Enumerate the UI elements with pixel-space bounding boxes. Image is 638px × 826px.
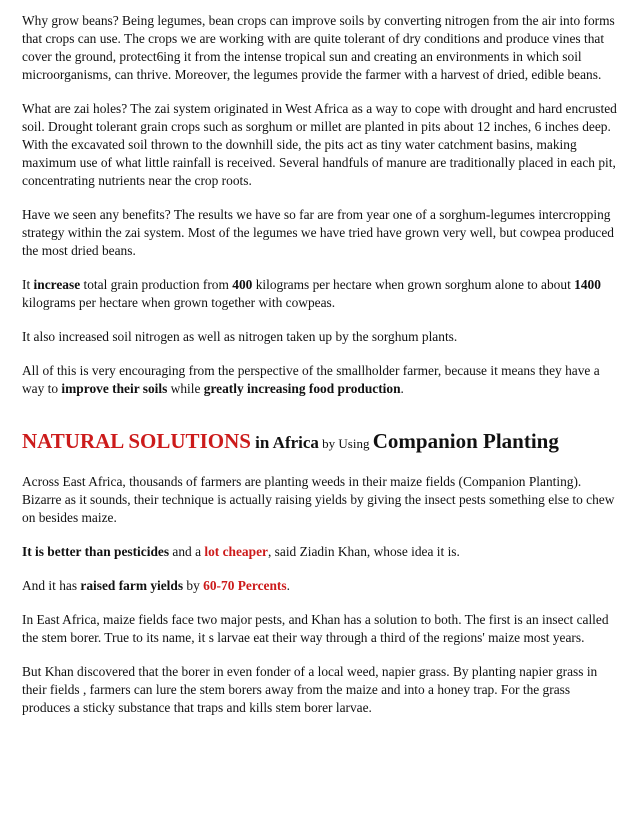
paragraph-grain-production bbox=[22, 276, 618, 312]
paragraph-soil-nitrogen: It also increased soil nitrogen as well as nitrogen taken up by the sorghum plants. bbox=[22, 329, 458, 344]
text-run: . bbox=[400, 381, 404, 396]
text-run: . bbox=[286, 578, 290, 593]
paragraph-napier-grass: But Khan discovered that the borer in even fonder of a local weed, napier grass. By planting napier grass in their fields , farmers can lure the stem borers away from the maize and into a honey trap. For the grass produces a sticky substance that traps and kills stem borer larvae. bbox=[22, 664, 598, 715]
document-page bbox=[22, 12, 618, 717]
paragraph-two-major-pests: In East Africa, maize fields face two major pests, and Khan has a solution to both. The first is an insect called the stem borer. True to its name, it s larvae eat their way through a third of the regions' maize most years. bbox=[22, 612, 609, 645]
heading-companion-planting: Companion Planting bbox=[372, 429, 559, 453]
bold-improve-soils: improve their soils bbox=[61, 381, 168, 396]
text-run: All of this is very encouraging from the perspective of the smallholder farmer, because it means they have a way to bbox=[22, 363, 600, 396]
text-run: total grain production from bbox=[80, 277, 233, 292]
paragraph-better-than-pesticides bbox=[22, 543, 618, 561]
section-heading bbox=[22, 428, 618, 457]
text-run: And it has bbox=[22, 578, 81, 593]
text-run: kilograms per hectare when grown sorghum alone to about bbox=[252, 277, 575, 292]
heading-by-using: by Using bbox=[318, 436, 373, 451]
bold-food-production: greatly increasing food production bbox=[203, 381, 401, 396]
text-run: , said Ziadin Khan, whose idea it is. bbox=[267, 544, 460, 559]
text-run: It bbox=[22, 277, 34, 292]
bold-increase: increase bbox=[33, 277, 81, 292]
text-run: kilograms per hectare when grown together with cowpeas. bbox=[22, 295, 336, 310]
heading-natural-solutions: NATURAL SOLUTIONS bbox=[22, 429, 251, 453]
paragraph-benefits: Have we seen any benefits? The results we have so far are from year one of a sorghum-legumes intercropping strategy within the zai system. Most of the legumes we have tried have grown very well, but cowpea produced the most dried beans. bbox=[22, 207, 614, 258]
bold-better-than-pesticides: It is better than pesticides bbox=[22, 544, 170, 559]
red-60-70-percents: 60-70 Percents bbox=[203, 578, 287, 593]
paragraph-encouraging bbox=[22, 362, 618, 398]
text-run: by bbox=[183, 578, 204, 593]
bold-1400: 1400 bbox=[574, 277, 601, 292]
paragraph-why-grow-beans: Why grow beans? Being legumes, bean crops can improve soils by converting nitrogen from the air into forms that crops can use. The crops we are working with are quite tolerant of dry conditions and produce vines that cover the ground, protect6ing it from the intense tropical sun and creating an environments in which soil microorganisms, can thrive. Moreover, the legumes provide the farmer with a harvest of dried, edible beans. bbox=[22, 13, 615, 82]
paragraph-zai-holes: What are zai holes? The zai system originated in West Africa as a way to cope with drought and hard encrusted soil. Drought tolerant grain crops such as sorghum or millet are planted in pits about 12 inches, 6 inches deep. With the excavated soil thrown to the downhill side, the pits act as tiny water catchment basins, making maximum use of what little rainfall is received. Several handfuls of manure are traditionally placed in each pit, concentrating nutrients near the crop roots. bbox=[22, 101, 617, 188]
bold-400: 400 bbox=[232, 277, 253, 292]
bold-raised-farm-yields: raised farm yields bbox=[80, 578, 184, 593]
paragraph-raised-yields bbox=[22, 577, 618, 595]
text-run: and a bbox=[169, 544, 205, 559]
paragraph-east-africa: Across East Africa, thousands of farmers are planting weeds in their maize fields (Companion Planting). Bizarre as it sounds, their technique is actually raising yields by giving the insect pests something else to chew on besides maize. bbox=[22, 474, 615, 525]
heading-in-africa: in Africa bbox=[250, 433, 319, 452]
red-lot-cheaper: lot cheaper bbox=[204, 544, 268, 559]
text-run: while bbox=[167, 381, 204, 396]
